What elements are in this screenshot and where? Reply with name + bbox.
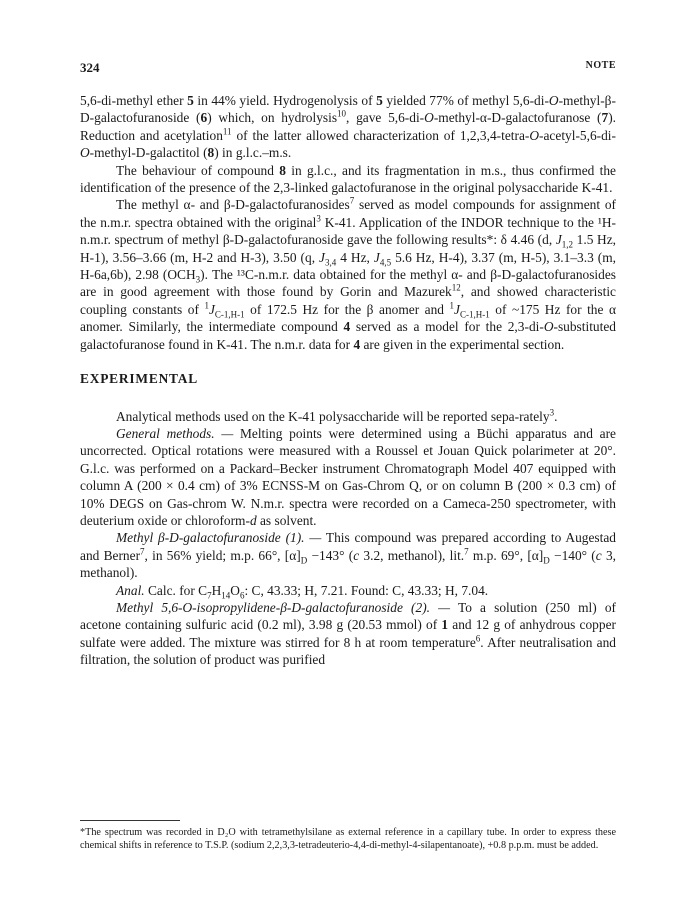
article-body [80, 92, 616, 669]
page-header [80, 60, 616, 80]
page-number: 324 [80, 60, 100, 75]
compound-2-heading: Methyl 5,6-O-isopropylidene-β-D-galactofuranoside (2). — [116, 599, 451, 615]
footnote-marker: * [80, 827, 86, 838]
paragraph-compound-1: Methyl β-D-galactofuranoside (1). — This compound was prepared according to Augestad and Berner$^7$, in 56% yield; m.p. 66°, $[\alpha]_D -143^\circ$ (c 3.2, methanol), lit.$^7$ m.p. 69°, $[\alpha]_D -140^\circ$ (c 3, methanol). [80, 530, 617, 581]
paragraph-analysis: Anal. Calc. for $C_7H_{14}O_6$: C, 43.33; H, 7.21. Found: C, 43.33; H, 7.04. [116, 582, 489, 601]
paragraph-nmr: The methyl α- and β-D-galactofuranosides$^7$ served as model compounds for assignment of the n.m.r. spectra obtained with the original$^3$ K-41. Application of the INDOR technique to the ¹H-n.m.r. spectrum of methyl β-D-galactofuranoside gave the following results*: δ 4.46 (d, $J_{1,2}$ 1.5 Hz, H-1), 3.56–3.66 (m, H-2 and H-3), 3.50 (q, $J_{3,4}$ 4 Hz, $J_{4,5}$ 5.6 Hz, H-4), 3.37 (m, H-5), 3.1–3.3 (m, H-6a,6b), 2.98 $(OCH_3)$. The ¹³C-n.m.r. data obtained for the methyl α- and β-D-galactofuranosides are in good agreement with those found by Gorin and Mazurek$^{12}$, and showed characteristic coupling constants of $^1J_{C-1,H-1}$ of 172.5 Hz for the β anomer and $^1J_{C-1,H-1}$ of ~175 Hz for the α anomer. Similarly, the intermediate compound 4 served as a model for the 2,3-di-O-substituted galactofuranose found in K-41. The n.m.r. data for 4 are given in the experimental section. [80, 195, 616, 352]
footnote-text: The spectrum was recorded in D₂O with tetramethylsilane as external reference in a capillary tube. In order to express these chemical shifts in reference to T.S.P. (sodium 2,2,3,3-tetradeuterio-4,4-di-methyl-4-silapentanoate), +0.8 p.p.m. must be added. [80, 827, 616, 851]
paragraph-hydrogenolysis: 5,6-di-methyl ether 5 in 44% yield. Hydrogenolysis of 5 yielded 77% of methyl 5,6-di-O-methyl-β-D-galactofuranoside (6) which, on hydrolysis$^{10}$, gave 5,6-di-O-methyl-α-D-galactofuranose (7). Reduction and acetylation$^{11}$ of the latter allowed characterization of 1,2,3,4-tetra-O-acetyl-5,6-di-O-methyl-D-galactitol (8) in g.l.c.–m.s. [80, 93, 616, 161]
paragraph-behaviour: The behaviour of compound 8 in g.l.c., and its fragmentation in m.s., thus confirmed the identification of the presence of the 2,3-linked galactofuranose in the original polysaccharide K-41. [80, 162, 617, 196]
compound-1-heading: Methyl β-D-galactofuranoside (1). — [116, 530, 322, 546]
footnote-rule [80, 820, 180, 821]
paragraph-compound-2: Methyl 5,6-O-isopropylidene-β-D-galactofuranoside (2). — To a solution (250 ml) of acetone containing sulfuric acid (0.2 ml), 3.98 g (20.53 mmol) of 1 and 12 g of anhydrous copper sulfate were added. The mixture was stirred for 8 h at room temperature$^6$. After neutralisation and filtration, the solution of product was purified [80, 599, 616, 668]
paragraph-general-methods: General methods. — Melting points were determined using a Büchi apparatus and are uncorrected. Optical rotations were measured with a Roussel et Jouan Quick polarimeter at 20°. G.l.c. was performed on a Packard–Becker instrument Chromatograph Model 407 equipped with column A (200 × 0.4 cm) of 3% ECNSS-M on Gas-Chrom Q, or on column B (200 × 0.3 cm) of 10% DEGS on Gas-chrom W. N.m.r. spectra were recorded on a Cameca-250 spectrometer, with deuterium oxide or chloroform-d as solvent. [80, 425, 616, 528]
section-heading-experimental: EXPERIMENTAL [80, 371, 198, 387]
paragraph-analytical: Analytical methods used on the K-41 polysaccharide will be reported sepa-rately$^3$. [116, 407, 558, 424]
footnote [80, 826, 616, 852]
running-head: NOTE [585, 60, 616, 71]
general-methods-heading: General methods. — [116, 425, 234, 441]
